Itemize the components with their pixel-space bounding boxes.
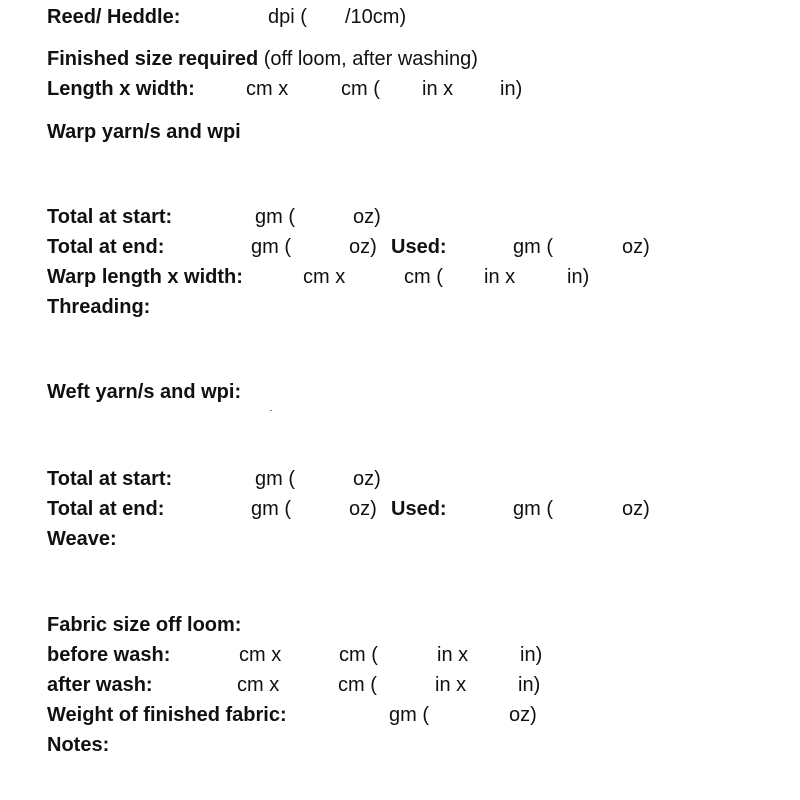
weft-used-label: Used:	[391, 498, 447, 520]
warp-total-end-label: Total at end:	[47, 236, 165, 258]
reed-dpi-unit: dpi (	[268, 6, 307, 28]
warp-used-oz-unit: oz)	[622, 236, 650, 258]
finished-in-close-unit: in)	[500, 78, 523, 100]
warp-used-label: Used:	[391, 236, 447, 258]
finished-weight-label: Weight of finished fabric:	[47, 704, 287, 726]
scan-speck	[270, 410, 272, 411]
after-wash-label: after wash:	[47, 674, 153, 696]
before-cm-open-unit: cm (	[339, 644, 378, 666]
finished-size-title: Finished size required	[47, 48, 259, 70]
weight-oz-unit: oz)	[509, 704, 537, 726]
fabric-size-heading: Fabric size off loom:	[47, 614, 242, 636]
weft-start-gm-unit: gm (	[255, 468, 295, 490]
weft-total-end-label: Total at end:	[47, 498, 165, 520]
reed-heddle-label: Reed/ Heddle:	[47, 6, 181, 28]
before-in-close-unit: in)	[520, 644, 543, 666]
finished-size-heading	[47, 47, 478, 71]
after-in-x-unit: in x	[435, 674, 467, 696]
warp-used-gm-unit: gm (	[513, 236, 553, 258]
weft-used-oz-unit: oz)	[622, 498, 650, 520]
warp-end-oz-unit: oz)	[349, 236, 377, 258]
warp-in-x-unit: in x	[484, 266, 516, 288]
weave-label: Weave:	[47, 528, 117, 550]
after-cm-open-unit: cm (	[338, 674, 377, 696]
warp-in-close-unit: in)	[567, 266, 590, 288]
finished-cm-open-unit: cm (	[341, 78, 380, 100]
before-in-x-unit: in x	[437, 644, 469, 666]
warp-yarn-heading: Warp yarn/s and wpi	[47, 121, 241, 143]
warp-cm-x-unit: cm x	[303, 266, 346, 288]
weft-yarn-heading: Weft yarn/s and wpi:	[47, 381, 242, 403]
weft-used-gm-unit: gm (	[513, 498, 553, 520]
before-cm-x-unit: cm x	[239, 644, 282, 666]
warp-cm-open-unit: cm (	[404, 266, 443, 288]
threading-label: Threading:	[47, 296, 151, 318]
warp-start-gm-unit: gm (	[255, 206, 295, 228]
notes-label: Notes:	[47, 734, 110, 756]
after-in-close-unit: in)	[518, 674, 541, 696]
weight-gm-unit: gm (	[389, 704, 429, 726]
reed-per10cm-unit: /10cm)	[345, 6, 407, 28]
finished-length-width-label: Length x width:	[47, 78, 195, 100]
weft-total-start-label: Total at start:	[47, 468, 173, 490]
warp-length-width-label: Warp length x width:	[47, 266, 243, 288]
weft-start-oz-unit: oz)	[353, 468, 381, 490]
finished-cm-x-unit: cm x	[246, 78, 289, 100]
warp-start-oz-unit: oz)	[353, 206, 381, 228]
finished-size-note: (off loom, after washing)	[263, 48, 478, 70]
weft-end-gm-unit: gm (	[251, 498, 291, 520]
before-wash-label: before wash:	[47, 644, 171, 666]
finished-in-x-unit: in x	[422, 78, 454, 100]
warp-total-start-label: Total at start:	[47, 206, 173, 228]
after-cm-x-unit: cm x	[237, 674, 280, 696]
warp-end-gm-unit: gm (	[251, 236, 291, 258]
weft-end-oz-unit: oz)	[349, 498, 377, 520]
